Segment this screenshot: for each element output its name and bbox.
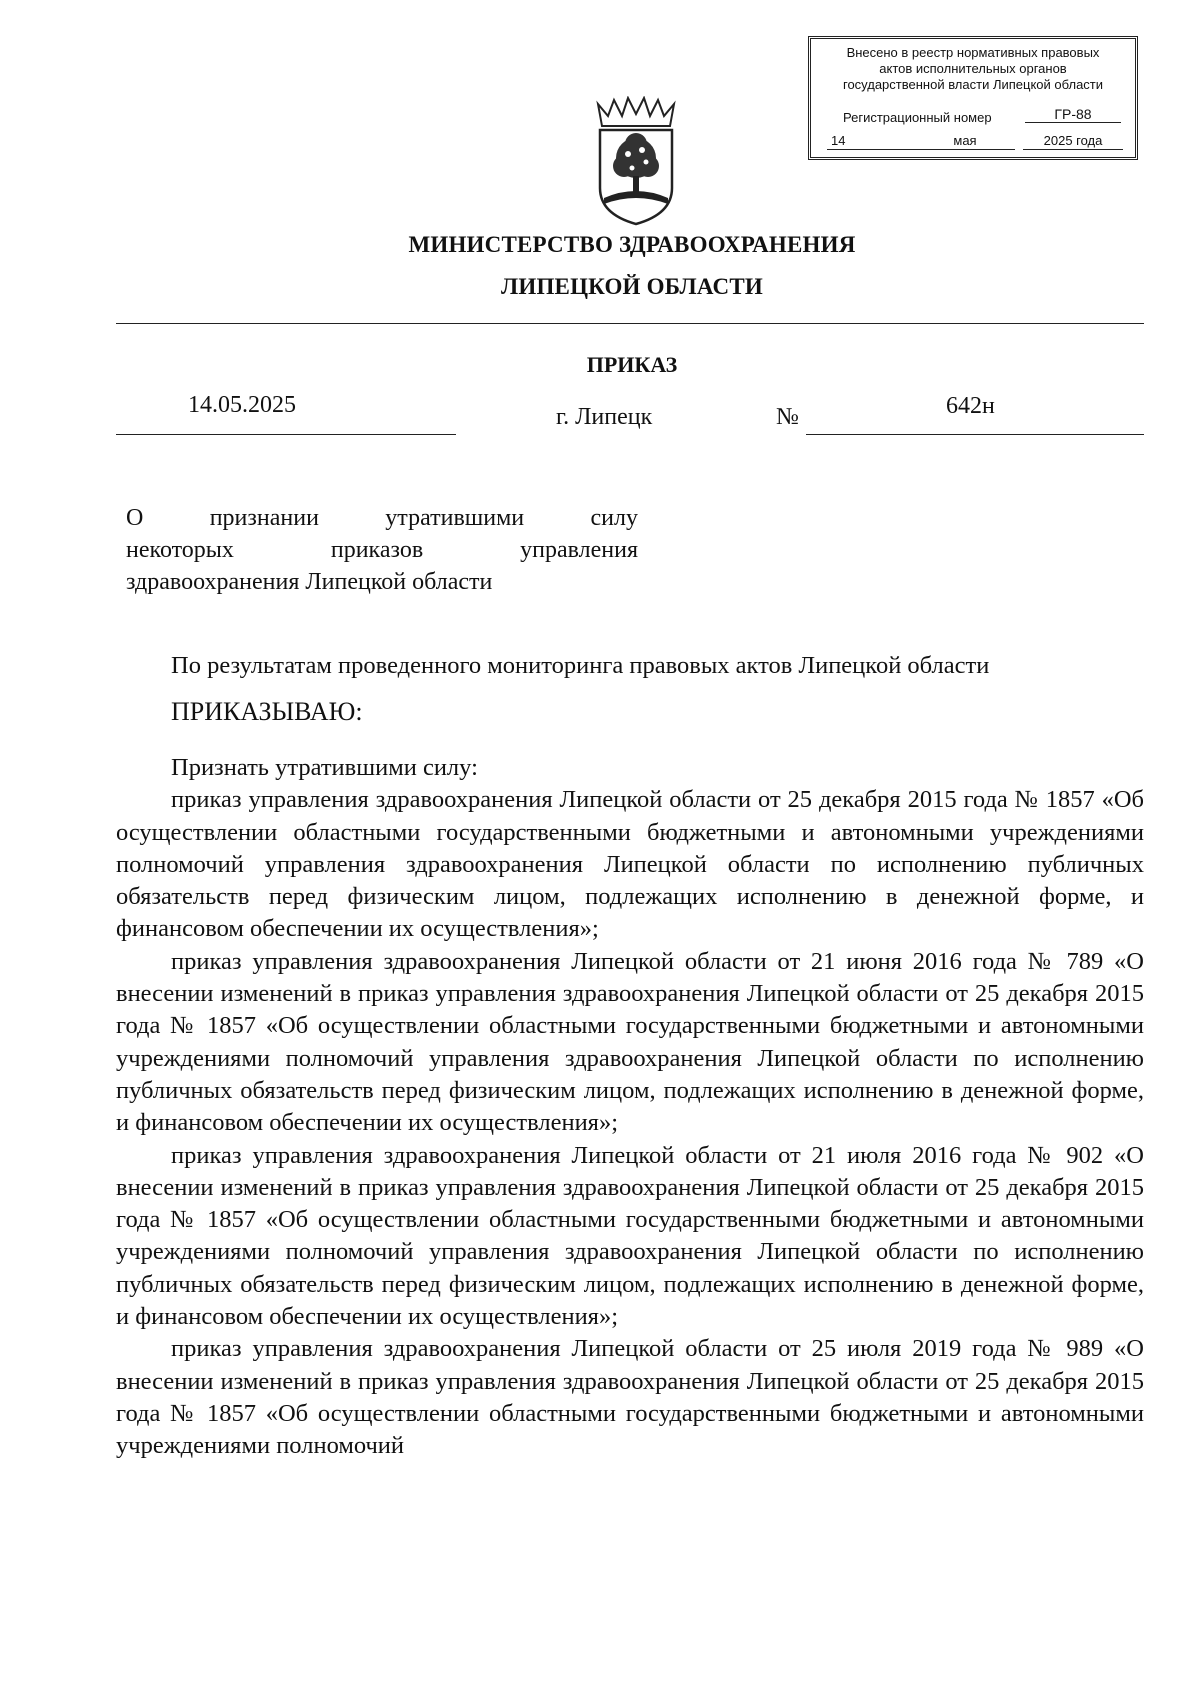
header-divider — [116, 323, 1144, 324]
order-subject — [126, 502, 638, 598]
order-word: ПРИКАЗЫВАЮ: — [171, 697, 363, 726]
act-item-3: приказ управления здравоохранения Липецкой области от 21 июля 2016 года № 902 «О внесении изменений в приказ управления здравоохранения Липецкой области от 25 декабря 2015 года № 1857 «Об осуществлении областными государственными бюджетными и автономными учреждениями полномочий управления здравоохранения Липецкой области по исполнению публичных обязательств перед физическим лицом, подлежащих исполнению в денежной форме, и финансовом обеспечении их осуществления»; — [116, 1141, 1144, 1331]
subject-line-2: некоторых приказов управления — [126, 537, 638, 563]
number-underline — [806, 434, 1144, 435]
order-city: г. Липецк — [556, 404, 653, 430]
registry-stamp — [808, 36, 1138, 160]
subject-line-1: О признании утратившими силу — [126, 505, 638, 531]
coat-of-arms-icon — [588, 96, 684, 226]
order-title: ПРИКАЗ — [586, 352, 678, 377]
subject-line-3: здравоохранения Липецкой области — [126, 569, 493, 595]
stamp-year: 2025 года — [1023, 133, 1123, 150]
act-item-2: приказ управления здравоохранения Липецкой области от 21 июня 2016 года № 789 «О внесении изменений в приказ управления здравоохранения Липецкой области от 25 декабря 2015 года № 1857 «Об осуществлении областными государственными бюджетными и автономными учреждениями полномочий управления здравоохранения Липецкой области по исполнению публичных обязательств перед физическим лицом, подлежащих исполнению в денежной форме, и финансовом обеспечении их осуществления»; — [116, 947, 1144, 1137]
monitoring-paragraph — [116, 650, 1144, 682]
order-word-paragraph — [116, 696, 1144, 728]
stamp-line-3: государственной власти Липецкой области — [842, 77, 1104, 92]
stamp-month: мая — [915, 133, 1015, 150]
act-item-4: приказ управления здравоохранения Липецкой области от 25 июля 2019 года № 989 «О внесении изменений в приказ управления здравоохранения Липецкой области от 25 декабря 2015 года № 1857 «Об осуществлении областными государственными бюджетными и автономными учреждениями полномочий — [116, 1335, 1144, 1460]
stamp-line-2: актов исполнительных органов — [879, 61, 1067, 76]
acts-list — [116, 752, 1144, 1463]
stamp-line-1: Внесено в реестр нормативных правовых — [846, 45, 1100, 60]
ministry-name-line-1: МИНИСТЕРСТВО ЗДРАВООХРАНЕНИЯ — [408, 232, 856, 257]
order-number: 642н — [946, 393, 995, 419]
monitoring-text: По результатам проведенного мониторинга правовых актов Липецкой области — [171, 652, 990, 679]
act-item-1: приказ управления здравоохранения Липецкой области от 25 декабря 2015 года № 1857 «Об осуществлении областными государственными бюджетными и автономными учреждениями полномочий управления здравоохранения Липецкой области по исполнению публичных обязательств перед физическим лицом, подлежащих исполнению в денежной форме, и финансовом обеспечении их осуществления»; — [116, 786, 1144, 943]
stamp-day: 14 — [827, 133, 915, 150]
date-underline — [116, 434, 456, 435]
ministry-name-line-2: ЛИПЕЦКОЙ ОБЛАСТИ — [501, 274, 763, 299]
acts-intro: Признать утратившими силу: — [171, 754, 478, 781]
order-date: 14.05.2025 — [188, 392, 296, 418]
number-sign: № — [776, 404, 799, 430]
stamp-reg-number: ГР-88 — [1025, 106, 1121, 123]
stamp-reg-label: Регистрационный номер — [843, 110, 992, 125]
